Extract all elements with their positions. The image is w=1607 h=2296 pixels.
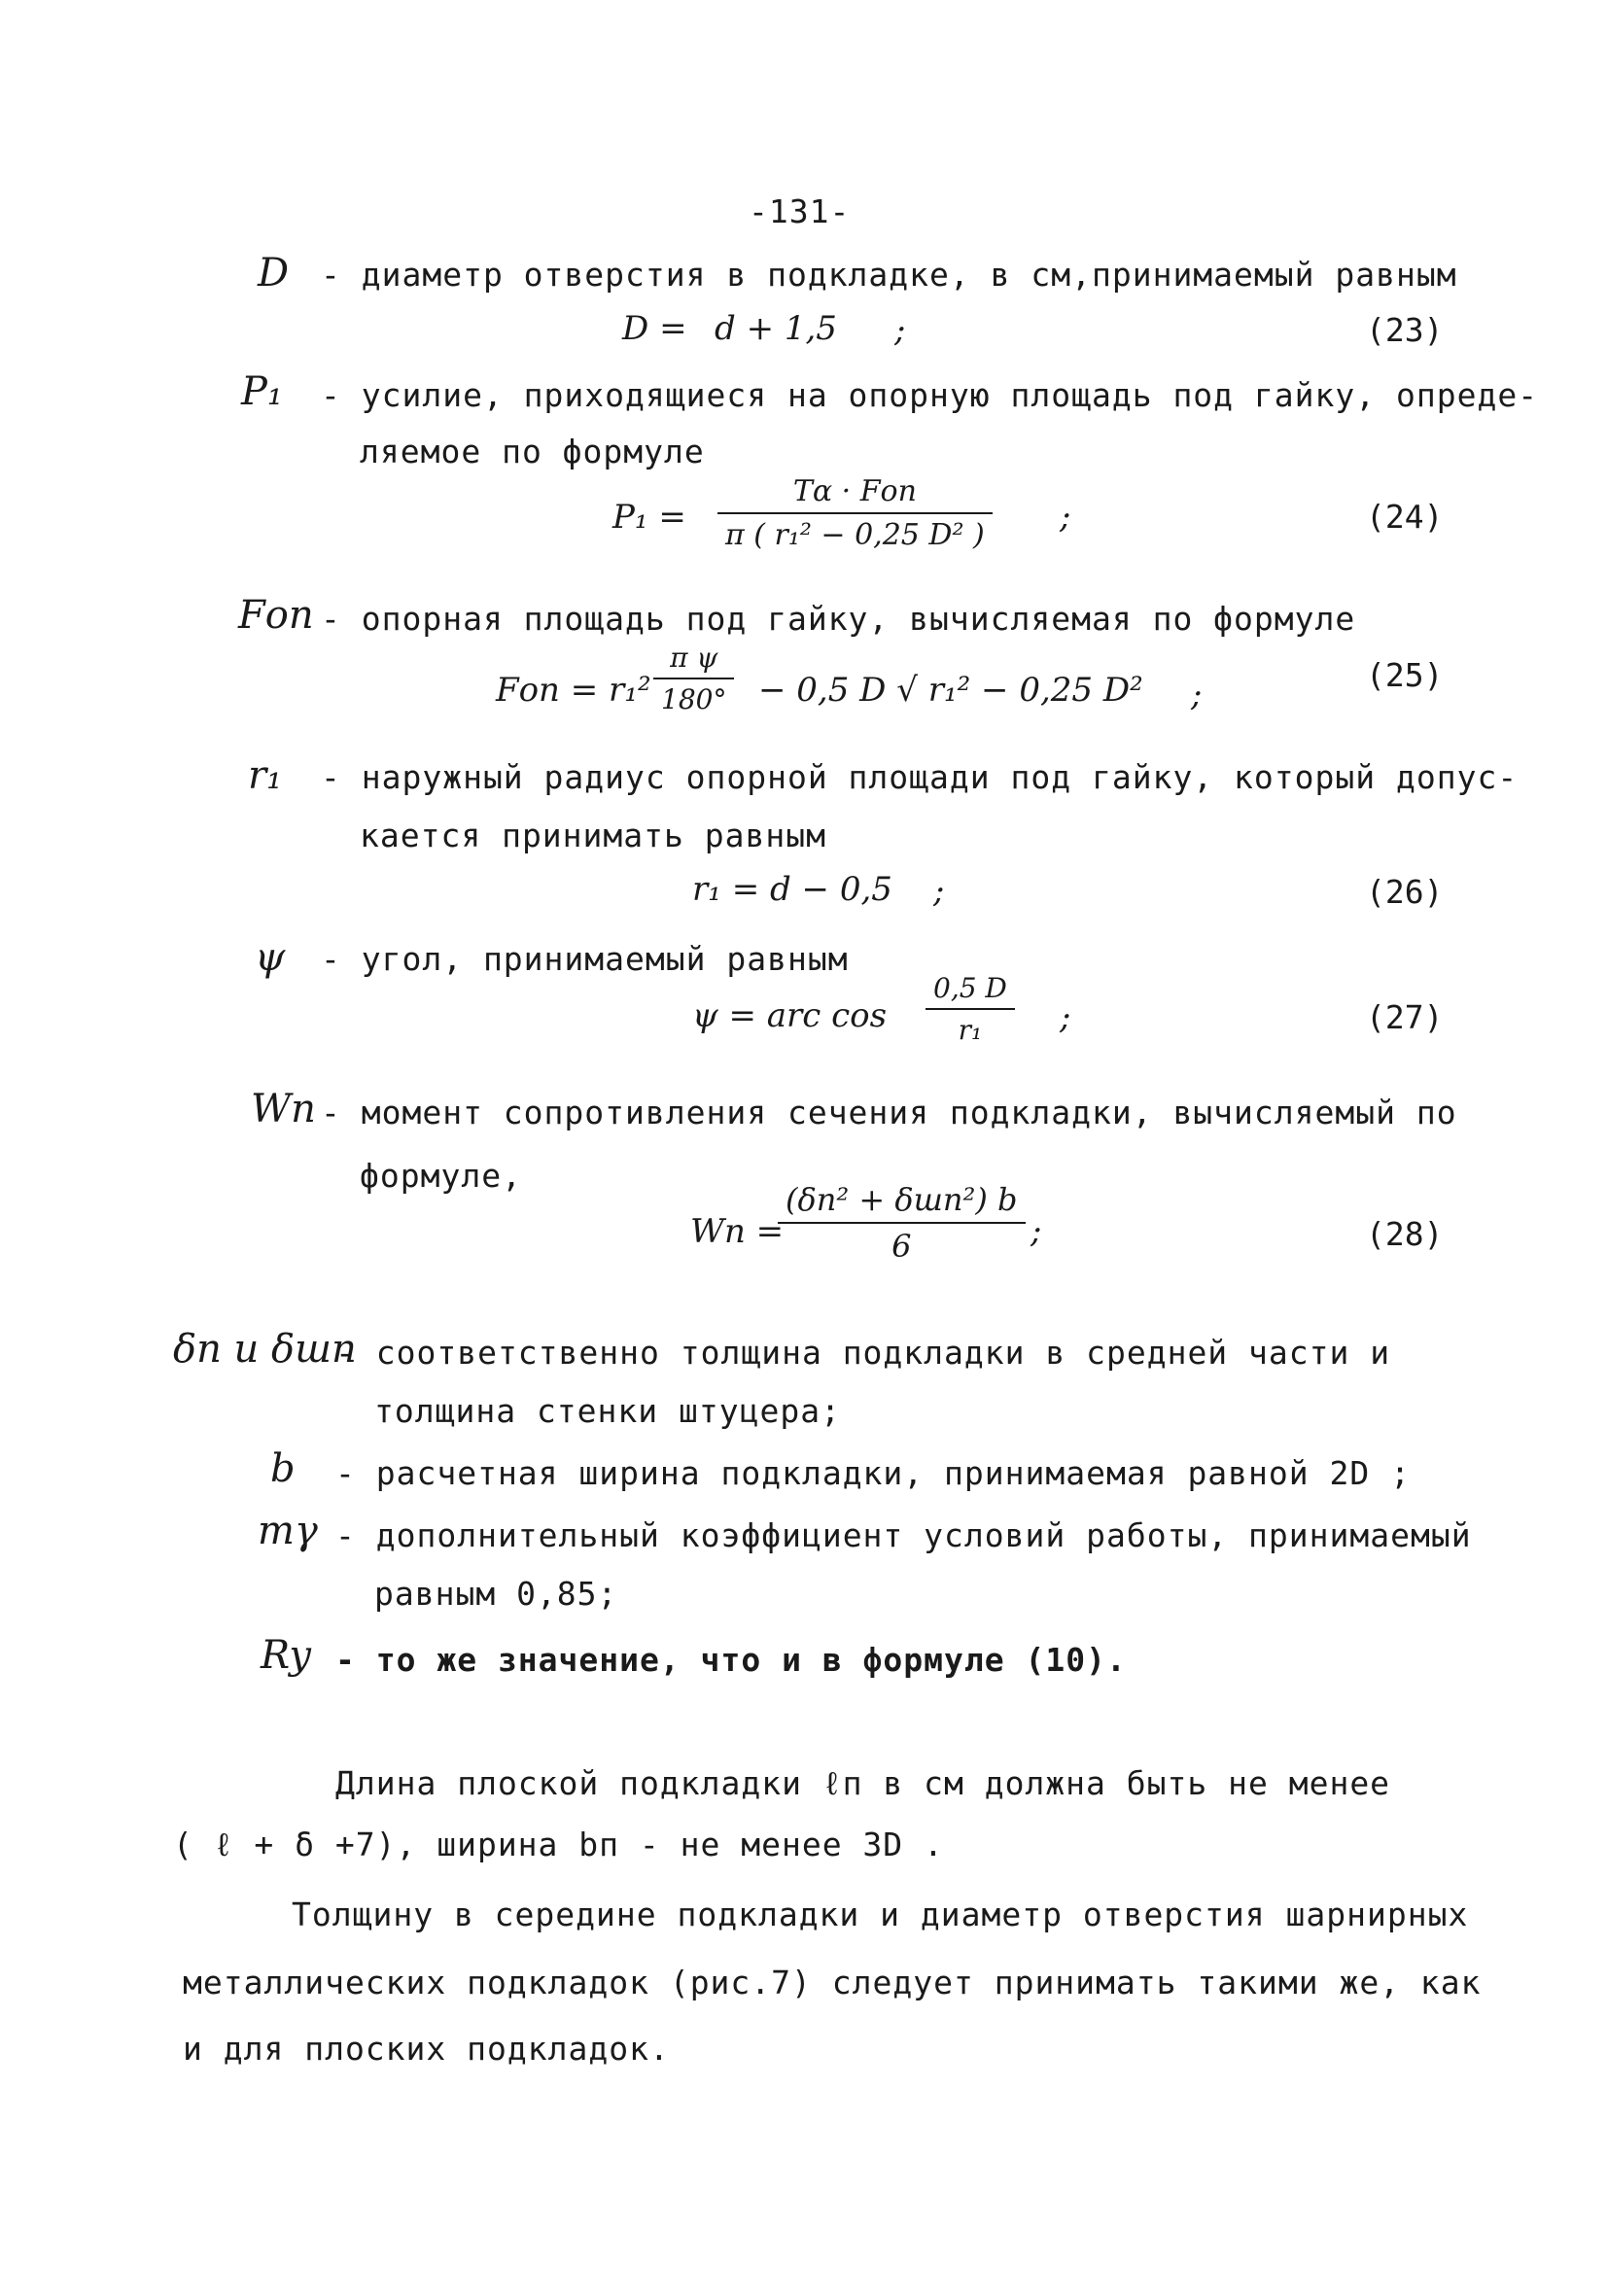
eq24-number: (24) [1366,498,1444,536]
eq24-fraction [717,474,993,552]
symbol-delta: δп и δшп [173,1327,357,1372]
definition-Wn-line1: - момент сопротивления сечения подкладки, вычисляемый по [321,1094,1457,1131]
definition-Ry: - то же значение, что и в формуле (10). [335,1641,1127,1679]
symbol-Ry: Ry [261,1633,312,1678]
eq27-separator: ; [1060,998,1071,1037]
eq25-frac-denominator: 180° [661,683,727,715]
eq27-number: (27) [1366,998,1444,1036]
eq23-rhs: d + 1,5 [715,309,837,348]
paragraph1-line1: Длина плоской подкладки ℓп в см должна быть не менее [335,1764,1391,1802]
definition-m-gamma-line1: - дополнительный коэффициент условий работы, принимаемый [335,1516,1472,1554]
symbol-r1: r₁ [248,753,283,798]
eq28-fraction [778,1181,1026,1265]
eq26-expression: r₁ = d − 0,5 [692,870,892,909]
symbol-m-gamma: mγ [258,1509,318,1553]
definition-b: - расчетная ширина подкладки, принимаемая равной 2D ; [335,1454,1411,1492]
definition-delta-line1: - соответственно толщина подкладки в средней части и [335,1334,1391,1372]
eq23-number: (23) [1366,311,1444,349]
definition-r1-line1: - наружный радиус опорной площади под гайку, который допус- [321,758,1519,796]
eq26-number: (26) [1366,873,1444,911]
symbol-Wn: Wп [251,1087,316,1131]
eq28-denominator: 6 [891,1228,912,1265]
definition-delta-line2: толщина стенки штуцера; [374,1392,841,1430]
eq27-lhs: ψ = arc cos [692,996,888,1035]
paragraph2-line1: Толщину в середине подкладки и диаметр отверстия шарнирных [292,1896,1469,1933]
symbol-Fon: Fоп [238,593,314,638]
eq28-numerator: (δп² + δшп²) b [778,1181,1026,1224]
definition-r1-line2: кается принимать равным [360,817,826,854]
paragraph1-line2: ( ℓ + δ +7), ширина bп - не менее 3D . [173,1826,944,1863]
definition-D: - диаметр отверстия в подкладке, в см,принимаемый равным [321,256,1457,294]
paragraph2-line2: металлических подкладок (рис.7) следует принимать такими же, как [183,1964,1482,2001]
definition-P1-line2: ляемое по формуле [360,433,705,470]
eq23-lhs: D = [622,309,687,348]
eq23-separator: ; [894,311,906,350]
eq28-lhs: Wп = [690,1212,785,1251]
paragraph2-line3: и для плоских подкладок. [183,2030,670,2068]
eq28-number: (28) [1366,1215,1444,1253]
definition-psi: - угол, принимаемый равным [321,940,849,978]
eq25-number: (25) [1366,656,1444,694]
eq24-lhs: P₁ = [612,498,686,537]
definition-m-gamma-line2: равным 0,85; [374,1575,618,1613]
definition-Wn-line2: формуле, [360,1157,522,1195]
eq25-lhs: Fоп = r₁² [496,671,651,710]
eq24-denominator: π ( r₁² − 0,25 D² ) [725,518,985,552]
definition-P1-line1: - усилие, приходящиеся на опорную площадь под гайку, опреде- [321,376,1539,414]
symbol-P1: P₁ [241,369,283,414]
symbol-D: D [258,251,290,296]
eq28-separator: ; [1031,1212,1042,1251]
symbol-psi: ψ [255,935,286,980]
definition-Fon: - опорная площадь под гайку, вычисляемая по формуле [321,600,1356,638]
eq27-frac-numerator: 0,5 D [926,972,1015,1010]
symbol-b: b [270,1446,296,1491]
eq25-rest: − 0,5 D √ r₁² − 0,25 D² [758,671,1143,710]
eq25-fraction [653,642,734,715]
eq26-separator: ; [933,872,945,911]
eq24-separator: ; [1060,498,1071,537]
eq27-frac-denominator: r₁ [958,1014,983,1046]
eq25-separator: ; [1191,676,1203,714]
eq25-frac-numerator: π ψ [653,642,734,679]
eq24-numerator: Tα · Fоп [717,474,993,514]
eq27-fraction [926,972,1015,1046]
page-number: -131- [749,192,851,230]
